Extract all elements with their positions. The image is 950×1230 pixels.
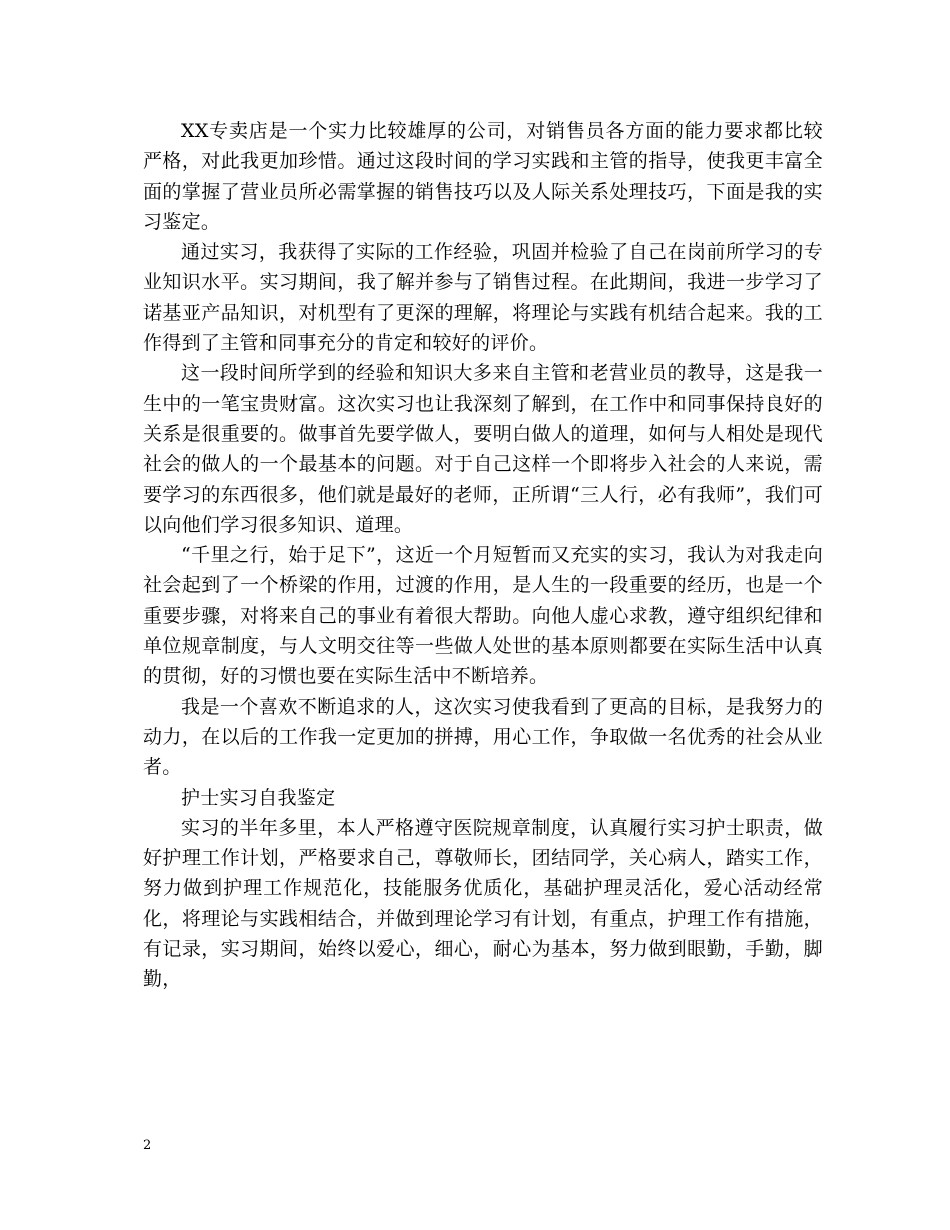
paragraph-3: 这一段时间所学到的经验和知识大多来自主管和老营业员的教导，这是我一生中的一笔宝贵财富。这次实习也让我深刻了解到，在工作中和同事保持良好的关系是很重要的。做事首先要学做人，要明白做人的道理，如何与人相处是现代社会的做人的一个最基本的问题。对于自己这样一个即将步入社会的人来说，需要学习的东西很多，他们就是最好的老师，正所谓“三人行，必有我师”，我们可以向他们学习很多知识、道理。 xyxy=(143,362,823,536)
paragraph-4: “千里之行，始于足下”，这近一个月短暂而又充实的实习，我认为对我走向社会起到了一个桥梁的作用，过渡的作用，是人生的一段重要的经历，也是一个重要步骤，对将来自己的事业有着很大帮助。向他人虚心求教，遵守组织纪律和单位规章制度，与人文明交往等一些做人处世的基本原则都要在实际生活中认真的贯彻，好的习惯也要在实际生活中不断培养。 xyxy=(143,544,823,688)
paragraph-6: 实习的半年多里，本人严格遵守医院规章制度，认真履行实习护士职责，做好护理工作计划，严格要求自己，尊敬师长，团结同学，关心病人，踏实工作，努力做到护理工作规范化，技能服务优质化，基础护理灵活化，爱心活动经常化，将理论与实践相结合，并做到理论学习有计划，有重点，护理工作有措施，有记录，实习期间，始终以爱心，细心，耐心为基本，努力做到眼勤，手勤，脚勤， xyxy=(143,816,823,991)
page-number: 2 xyxy=(143,1138,152,1153)
section-heading: 护士实习自我鉴定 xyxy=(181,786,336,809)
paragraph-2: 通过实习，我获得了实际的工作经验，巩固并检验了自己在岗前所学习的专业知识水平。实习期间，我了解并参与了销售过程。在此期间，我进一步学习了诺基亚产品知识，对机型有了更深的理解，将理论与实践有机结合起来。我的工作得到了主管和同事充分的肯定和较好的评价。 xyxy=(143,241,823,355)
body-text xyxy=(143,116,823,995)
paragraph-5: 我是一个喜欢不断追求的人，这次实习使我看到了更高的目标，是我努力的动力，在以后的工作我一定更加的拼搏，用心工作，争取做一名优秀的社会从业者。 xyxy=(143,695,823,779)
paragraph-1: XX专卖店是一个实力比较雄厚的公司，对销售员各方面的能力要求都比较严格，对此我更加珍惜。通过这段时间的学习实践和主管的指导，使我更丰富全面的掌握了营业员所必需掌握的销售技巧以及人际关系处理技巧，下面是我的实习鉴定。 xyxy=(143,120,823,233)
